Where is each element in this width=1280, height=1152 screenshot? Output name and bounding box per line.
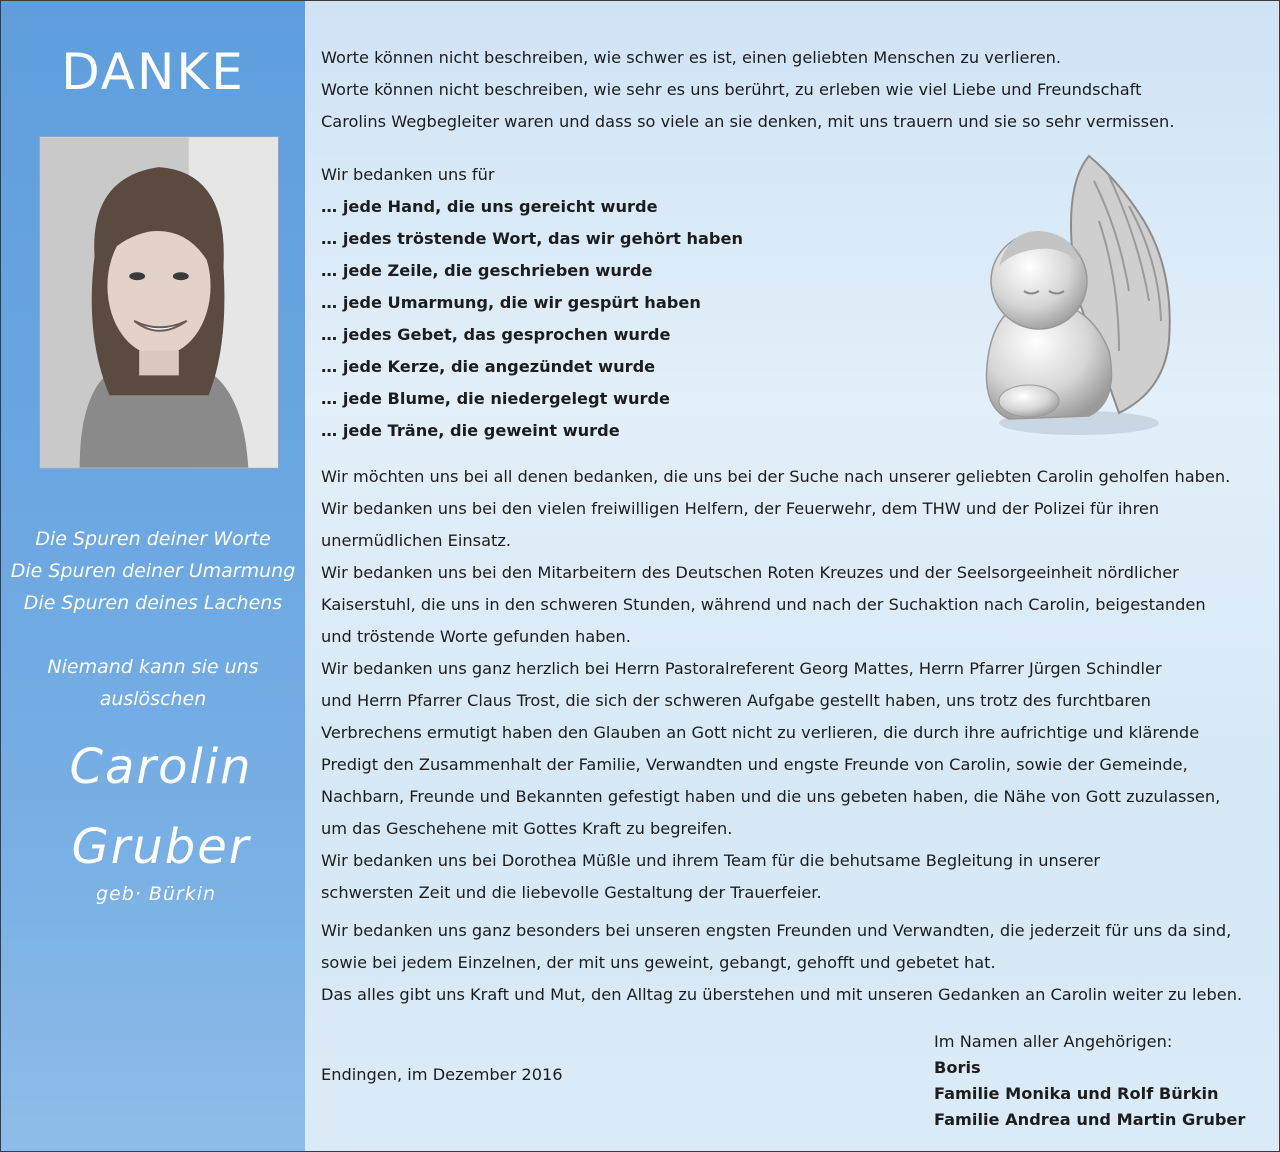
thanks-item: … jede Träne, die geweint wurde [321,421,620,440]
birth-name: geb· Bürkin [95,883,217,905]
signature-name: Familie Monika und Rolf Bürkin [934,1084,1219,1103]
text-line: Kaiserstuhl, die uns in den schweren Stunden, während und nach der Suchaktion nach Carolin, beigestanden [321,595,1206,614]
text-line: Worte können nicht beschreiben, wie sehr es uns berührt, zu erleben wie viel Liebe und Freundschaft [321,80,1142,99]
signature-block [934,1029,1245,1133]
text-line: um das Geschehene mit Gottes Kraft zu begreifen. [321,819,733,838]
signature-name: Boris [934,1058,981,1077]
text-line: Das alles gibt uns Kraft und Mut, den Alltag zu überstehen und mit unseren Gedanken an Carolin weiter zu leben. [321,985,1243,1004]
thanks-item: … jedes Gebet, das gesprochen wurde [321,325,671,344]
poem [1,523,305,715]
text-line: sowie bei jedem Einzelnen, der mit uns geweint, gebangt, gehofft und gebetet hat. [321,953,996,972]
poem-line: Die Spuren deines Lachens [23,592,283,614]
thanks-item: … jede Umarmung, die wir gespürt haben [321,293,701,312]
thanks-item: … jede Zeile, die geschrieben wurde [321,261,653,280]
text-line: Wir möchten uns bei all denen bedanken, die uns bei der Suche nach unserer geliebten Carolin geholfen haben. [321,467,1231,486]
sidebar-panel [1,1,305,1152]
thanks-item: … jede Blume, die niedergelegt wurde [321,389,671,408]
text-line: unermüdlichen Einsatz. [321,531,511,550]
text-line: Carolins Wegbegleiter waren und dass so viele an sie denken, mit uns trauern und sie so sehr vermissen. [321,112,1175,131]
text-line: Wir bedanken uns bei den vielen freiwilligen Helfern, der Feuerwehr, dem THW und der Polizei für ihren [321,499,1160,518]
text-line: Nachbarn, Freunde und Bekannten gefestigt haben und die uns gebeten haben, die Nähe von Gott zuzulassen, [321,787,1221,806]
poem-line: Die Spuren deiner Worte [35,528,271,550]
text-line: Wir bedanken uns bei Dorothea Müßle und ihrem Team für die behutsame Begleitung in unserer [321,851,1101,870]
last-name: Gruber [71,819,251,875]
thanks-item: … jede Hand, die uns gereicht wurde [321,197,658,216]
page-title: DANKE [61,43,245,101]
main-text [321,461,1230,909]
thanks-list [321,159,743,447]
thanks-item: … jedes tröstende Wort, das wir gehört haben [321,229,744,248]
closing-text [321,915,1242,1011]
portrait-photo [39,136,279,469]
signature-heading: Im Namen aller Angehörigen: [934,1032,1173,1051]
poem-line: Die Spuren deiner Umarmung [10,560,296,582]
portrait-image [40,137,278,468]
text-line: Worte können nicht beschreiben, wie schwer es ist, einen geliebten Menschen zu verlieren. [321,48,1062,67]
text-line: Wir bedanken uns bei den Mitarbeitern des Deutschen Roten Kreuzes und der Seelsorgeeinheit nördlicher [321,563,1179,582]
thanks-heading: Wir bedanken uns für [321,165,495,184]
thanks-item: … jede Kerze, die angezündet wurde [321,357,656,376]
text-line: schwersten Zeit und die liebevolle Gestaltung der Trauerfeier. [321,883,822,902]
text-line: und Herrn Pfarrer Claus Trost, die sich der schweren Aufgabe gestellt haben, uns trotz des furchtbaren [321,691,1151,710]
signature-name: Familie Andrea und Martin Gruber [934,1110,1246,1129]
text-line: Predigt den Zusammenhalt der Familie, Verwandten und engste Freunde von Carolin, sowie der Gemeinde, [321,755,1188,774]
intro-paragraph [321,42,1174,138]
angel-figure-icon [969,151,1179,441]
first-name: Carolin [69,739,253,795]
text-line: Wir bedanken uns ganz herzlich bei Herrn Pastoralreferent Georg Mattes, Herrn Pfarrer Jürgen Schindler [321,659,1162,678]
text-line: und tröstende Worte gefunden haben. [321,627,631,646]
text-line: Wir bedanken uns ganz besonders bei unseren engsten Freunden und Verwandten, die jederzeit für uns da sind, [321,921,1232,940]
text-line: Verbrechens ermutigt haben den Glauben an Gott nicht zu verlieren, die durch ihre aufrichtige und klärende [321,723,1200,742]
place-date: Endingen, im Dezember 2016 [321,1065,563,1084]
poem-last-line: Niemand kann sie uns auslöschen [47,656,259,710]
